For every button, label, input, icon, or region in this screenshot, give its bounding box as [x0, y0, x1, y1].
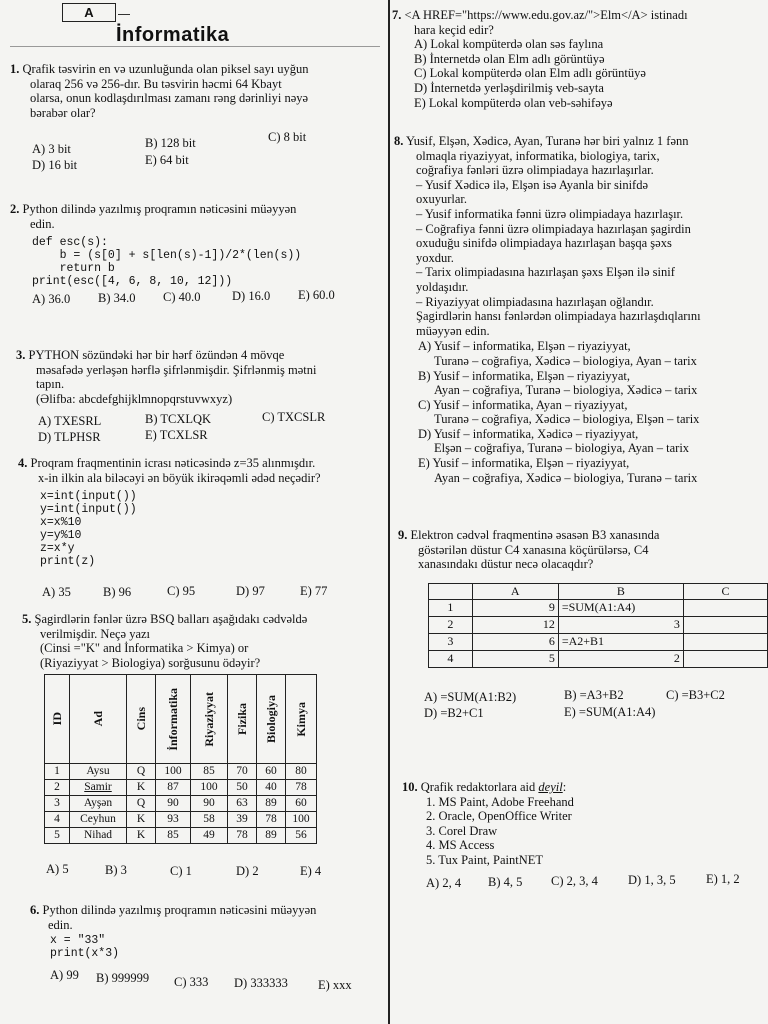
option[interactable]: E) 77	[300, 584, 328, 598]
option[interactable]: A) 35	[42, 585, 71, 599]
question-8	[394, 134, 764, 485]
question-text: :	[562, 780, 567, 794]
table-cell: 60	[257, 764, 286, 780]
table-cell: Q	[127, 796, 156, 812]
question-text: Proqram fraqmentinin icrası nəticəsində z=35 alınmışdır.	[30, 456, 316, 470]
table-cell: K	[127, 812, 156, 828]
code-line: def esc(s):	[32, 236, 108, 249]
question-text: coğrafiya fənləri üzrə olimpiadaya hazırlaşırlar.	[416, 163, 654, 178]
question-text: – Riyaziyyat olimpiadasına hazırlaşan oğlandır.	[416, 294, 654, 309]
code-line: print(esc([4, 6, 8, 10, 12]))	[32, 275, 233, 288]
code-line: print(z)	[40, 555, 96, 568]
question-text: olarsa, onun kodlaşdırılması zamanı rəng dərinliyi nəyə	[30, 91, 309, 106]
grades-table-wrap	[44, 674, 317, 844]
option[interactable]	[394, 456, 764, 485]
table-cell: Samir	[70, 780, 127, 796]
column-header	[191, 675, 228, 764]
table-cell: 5	[472, 650, 558, 667]
option[interactable]: D) TLPHSR	[38, 430, 101, 444]
option[interactable]: B) =A3+B2	[564, 688, 624, 702]
question-9	[398, 528, 764, 572]
grades-table	[44, 674, 317, 844]
option[interactable]: E) Lokal kompüterdə olan veb-səhifəyə	[414, 95, 613, 110]
question-text: Qrafik redaktorlara aid	[420, 780, 539, 794]
table-cell: 6	[472, 633, 558, 650]
table-cell: 1	[45, 764, 70, 780]
table-cell: 3	[45, 796, 70, 812]
option[interactable]: D) 1, 3, 5	[628, 873, 676, 887]
option-line: Elşən – coğrafiya, Turanə – biologiya, Ayan – tarix	[434, 441, 690, 456]
option[interactable]: B) 96	[103, 585, 132, 599]
question-number: 6.	[30, 903, 40, 917]
question-text: xanasındakı düstur necə olacaqdır?	[418, 557, 594, 572]
column-header: C	[683, 584, 767, 600]
question-emphasis: deyil	[538, 780, 563, 794]
option[interactable]: A) =SUM(A1:B2)	[424, 690, 517, 704]
code-line: y=y%10	[40, 529, 82, 542]
column-header-label: Fizika	[234, 703, 249, 735]
question-text: edin.	[48, 917, 73, 932]
column-header-label: Kimya	[293, 701, 308, 737]
table-row	[429, 616, 768, 633]
table-row	[45, 764, 317, 780]
option[interactable]: C) 8 bit	[268, 130, 307, 144]
code-line: x=x%10	[40, 516, 82, 529]
table-cell: Q	[127, 764, 156, 780]
option[interactable]: B) 4, 5	[488, 875, 523, 889]
option[interactable]: C) 40.0	[163, 290, 201, 304]
table-cell: 5	[45, 828, 70, 844]
row-header: 2	[429, 616, 473, 633]
table-cell: 93	[156, 812, 191, 828]
table-header-row	[45, 675, 317, 764]
table-cell: 49	[191, 828, 228, 844]
column-header-label: Ad	[90, 711, 105, 727]
question-text: Python dilində yazılmış proqramın nəticəsini müəyyən	[42, 903, 317, 917]
table-cell: 58	[191, 812, 228, 828]
question-text: olmaqla riyaziyyat, informatika, biologiya, tarix,	[416, 148, 660, 163]
option[interactable]: D) 16 bit	[32, 158, 78, 172]
table-cell: 50	[228, 780, 257, 796]
option[interactable]: A) 3 bit	[32, 142, 71, 156]
table-cell: K	[127, 828, 156, 844]
table-row	[45, 812, 317, 828]
option[interactable]: C) 1	[170, 864, 192, 878]
code-line: b = (s[0] + s[len(s)-1])/2*(len(s))	[32, 249, 302, 262]
question-text: müəyyən edin.	[416, 323, 490, 338]
option[interactable]: B) 999999	[96, 971, 150, 985]
table-row	[429, 599, 768, 616]
table-cell: 56	[286, 828, 317, 844]
question-text: Şagirdlərin hansı fənlərdən olimpiadaya hazırlaşdıqlarını	[416, 309, 701, 324]
option-line: E) Yusif – informatika, Elşən – riyaziyyat,	[418, 456, 630, 471]
column-header-label: ID	[49, 712, 64, 726]
question-text: – Yusif Xədicə ilə, Elşən isə Ayanla bir sinifdə	[416, 177, 649, 192]
question-text: yoxdur.	[416, 250, 454, 265]
table-cell: 87	[156, 780, 191, 796]
question-3	[16, 348, 382, 406]
question-text: (Cinsi ="K" and İnformatika > Kimya) or	[40, 641, 249, 656]
table-cell	[683, 650, 767, 667]
table-cell: Ayşən	[70, 796, 127, 812]
column-header: B	[558, 584, 683, 600]
question-text: yoldaşıdır.	[416, 279, 469, 294]
option[interactable]: C) 2, 3, 4	[551, 874, 598, 888]
column-header-label: İnformatika	[165, 687, 180, 751]
option[interactable]: C) =B3+C2	[666, 688, 725, 702]
question-number: 3.	[16, 348, 26, 362]
question-text: tapın.	[36, 377, 65, 392]
question-7	[392, 8, 764, 110]
table-cell: 39	[228, 812, 257, 828]
table-cell: 100	[286, 812, 317, 828]
option[interactable]: E) 1, 2	[706, 872, 740, 886]
code-block	[32, 236, 301, 288]
question-6	[30, 903, 382, 932]
option[interactable]: A) 2, 4	[426, 876, 462, 890]
column-divider	[388, 0, 390, 1024]
question-number: 7.	[392, 8, 402, 22]
code-block	[40, 490, 137, 568]
question-text: Yusif, Elşən, Xədicə, Ayan, Turanə hər biri yalnız 1 fənn	[406, 134, 689, 148]
list-item: 4. MS Access	[426, 838, 495, 853]
list-item: 2. Oracle, OpenOffice Writer	[426, 809, 572, 824]
option[interactable]: C) TXCSLR	[262, 410, 326, 424]
column-header-label: Cins	[133, 707, 148, 731]
title-underline	[10, 46, 380, 47]
question-number: 10.	[402, 780, 418, 794]
question-text: edin.	[30, 216, 55, 231]
column-header	[45, 675, 70, 764]
code-line: x=int(input())	[40, 490, 137, 503]
option[interactable]: A) 5	[46, 862, 69, 876]
column-header	[286, 675, 317, 764]
option[interactable]: E) TCXLSR	[145, 428, 208, 442]
option-line: Ayan – coğrafiya, Xədicə – biologiya, Turanə – tarix	[434, 470, 698, 485]
question-text: məsafədə yerləşən hərflə şifrlənmişdir. Şifrlənmiş mətni	[36, 362, 317, 377]
option[interactable]	[394, 369, 764, 398]
spreadsheet-wrap	[428, 583, 768, 668]
option[interactable]: E) 60.0	[298, 288, 335, 302]
option[interactable]: A) 36.0	[32, 292, 71, 306]
option[interactable]: D) 2	[236, 864, 259, 878]
question-number: 2.	[10, 202, 20, 216]
option[interactable]: B) 3	[105, 863, 127, 877]
option[interactable]: C) Lokal kompüterdə olan Elm adlı görüntüyə	[414, 66, 646, 81]
table-cell	[683, 616, 767, 633]
question-1	[10, 62, 382, 120]
option-line: Ayan – coğrafiya, Turanə – biologiya, Xədicə – tarix	[434, 383, 698, 398]
table-cell: 78	[286, 780, 317, 796]
option[interactable]	[394, 427, 764, 456]
question-text: Şagirdlərin fənlər üzrə BSQ balları aşağıdakı cədvəldə	[34, 612, 308, 626]
table-cell: 90	[191, 796, 228, 812]
option[interactable]: C) 333	[174, 975, 209, 989]
question-text: – Coğrafiya fənni üzrə olimpiadaya hazırlaşan şagirdin	[416, 221, 691, 236]
table-cell: 100	[156, 764, 191, 780]
spreadsheet-table	[428, 583, 768, 668]
question-number: 8.	[394, 134, 404, 148]
column-header-label: Biologiya	[263, 694, 278, 743]
option[interactable]: D) =B2+C1	[424, 706, 484, 720]
row-header: 3	[429, 633, 473, 650]
option[interactable]: E) 4	[300, 864, 322, 878]
option-line: B) Yusif – informatika, Elşən – riyaziyyat,	[418, 368, 630, 383]
question-text: Python dilində yazılmış proqramın nəticəsini müəyyən	[22, 202, 297, 216]
question-text: – Yusif informatika fənni üzrə olimpiadaya hazırlaşır.	[416, 206, 684, 221]
option[interactable]: D) İnternetdə yerləşdirilmiş veb-sayta	[414, 80, 604, 95]
table-cell: 89	[257, 828, 286, 844]
column-header	[228, 675, 257, 764]
option[interactable]: B) 34.0	[98, 291, 136, 305]
question-text: göstərilən düstur C4 xanasına köçürülərsə, C4	[418, 542, 649, 557]
table-row	[429, 650, 768, 667]
table-cell: 2	[558, 650, 683, 667]
question-5	[22, 612, 382, 670]
question-10	[402, 780, 764, 868]
table-cell: 3	[558, 616, 683, 633]
question-text: PYTHON sözündəki hər bir hərf özündən 4 mövqe	[28, 348, 285, 362]
option[interactable]: E) 64 bit	[145, 153, 189, 167]
option[interactable]	[394, 398, 764, 427]
table-cell: 60	[286, 796, 317, 812]
row-header: 1	[429, 599, 473, 616]
question-text: Elektron cədvəl fraqmentinə əsasən B3 xanasında	[410, 528, 660, 542]
column-header-label: Riyaziyyat	[201, 691, 216, 747]
table-cell: Aysu	[70, 764, 127, 780]
table-cell: 2	[45, 780, 70, 796]
table-row	[45, 828, 317, 844]
question-number: 9.	[398, 528, 408, 542]
column-header	[127, 675, 156, 764]
table-cell: =A2+B1	[558, 633, 683, 650]
option[interactable]: B) TCXLQK	[145, 412, 212, 426]
table-cell: 12	[472, 616, 558, 633]
question-number: 5.	[22, 612, 32, 626]
column-header	[70, 675, 127, 764]
option-line: D) Yusif – informatika, Xədicə – riyaziyyat,	[418, 426, 639, 441]
option[interactable]: D) 16.0	[232, 289, 271, 303]
page-title: İnformatika	[116, 24, 230, 46]
column-header	[257, 675, 286, 764]
code-line: return b	[32, 262, 115, 275]
option-line: A) Yusif – informatika, Elşən – riyaziyyat,	[418, 339, 631, 354]
question-text: oxuduğu sinifdə olimpiadaya hazırlaşan başqa şəxs	[416, 236, 672, 251]
table-cell	[683, 633, 767, 650]
question-text: x-in ilkin ala biləcəyi ən böyük ikirəqəmli ədəd neçədir?	[38, 470, 321, 485]
option[interactable]: A) Lokal kompüterdə olan səs faylına	[414, 37, 604, 52]
table-cell: 70	[228, 764, 257, 780]
option[interactable]: D) 333333	[234, 976, 288, 990]
question-number: 1.	[10, 62, 20, 76]
column-header	[156, 675, 191, 764]
table-cell: Ceyhun	[70, 812, 127, 828]
variant-label: A	[62, 3, 116, 22]
table-row	[45, 780, 317, 796]
column-header: A	[472, 584, 558, 600]
option[interactable]: E) xxx	[318, 978, 352, 992]
table-row	[45, 796, 317, 812]
question-text: Qrafik təsvirin en və uzunluğunda olan piksel sayı uyğun	[22, 62, 309, 76]
question-number: 4.	[18, 456, 28, 470]
option[interactable]: A) 99	[50, 968, 79, 982]
list-item: 1. MS Paint, Adobe Freehand	[426, 794, 574, 809]
list-item: 5. Tux Paint, PaintNET	[426, 852, 544, 867]
code-line: z=x*y	[40, 542, 75, 555]
table-cell: 80	[286, 764, 317, 780]
option-line: Turanə – coğrafiya, Xədicə – biologiya, Ayan – tarix	[434, 353, 697, 368]
table-cell: 90	[156, 796, 191, 812]
option[interactable]: B) İnternetdə olan Elm adlı görüntüyə	[414, 51, 605, 66]
question-text: <A HREF="https://www.edu.gov.az/">Elm</A> istinadı	[404, 8, 688, 22]
question-text: oxuyurlar.	[416, 192, 468, 207]
table-cell: 40	[257, 780, 286, 796]
option[interactable]	[394, 339, 764, 368]
table-cell	[683, 599, 767, 616]
question-text: verilmişdir. Neçə yazı	[40, 626, 151, 641]
header-dash	[118, 14, 130, 15]
table-cell: 85	[156, 828, 191, 844]
table-cell: 78	[257, 812, 286, 828]
option[interactable]: C) 95	[167, 584, 196, 598]
table-cell: 9	[472, 599, 558, 616]
code-line: print(x*3)	[50, 947, 120, 960]
table-cell: 85	[191, 764, 228, 780]
code-line: x = "33"	[50, 934, 106, 947]
question-text: olaraq 256 və 256-dır. Bu təsvirin həcmi 64 Kbayt	[30, 76, 282, 91]
code-block	[50, 934, 119, 960]
question-2	[10, 202, 382, 231]
table-cell: 78	[228, 828, 257, 844]
table-cell: 100	[191, 780, 228, 796]
table-cell: =SUM(A1:A4)	[558, 599, 683, 616]
table-cell: 63	[228, 796, 257, 812]
spreadsheet-header-row	[429, 584, 768, 600]
table-cell: 89	[257, 796, 286, 812]
option[interactable]: A) TXESRL	[38, 414, 102, 428]
code-line: y=int(input())	[40, 503, 137, 516]
table-cell: 4	[45, 812, 70, 828]
option-line: C) Yusif – informatika, Ayan – riyaziyyat,	[418, 397, 628, 412]
option[interactable]: D) 97	[236, 584, 265, 598]
table-row	[429, 633, 768, 650]
question-text: (Əlifba: abcdefghijklmnopqrstuvwxyz)	[36, 391, 233, 406]
option[interactable]: B) 128 bit	[145, 136, 196, 150]
table-cell: K	[127, 780, 156, 796]
question-text: bərabər olar?	[30, 105, 96, 120]
option[interactable]: E) =SUM(A1:A4)	[564, 705, 656, 719]
question-text: – Tarix olimpiadasına hazırlaşan şəxs Elşən ilə sinif	[416, 265, 675, 280]
list-item: 3. Corel Draw	[426, 823, 498, 838]
column-header	[429, 584, 473, 600]
question-text: (Riyaziyyat > Biologiya) sorğusunu ödəyir?	[40, 655, 261, 670]
question-4	[18, 456, 382, 485]
table-cell: Nihad	[70, 828, 127, 844]
question-text: hara keçid edir?	[414, 22, 494, 37]
option-line: Turanə – coğrafiya, Xədicə – biologiya, Elşən – tarix	[434, 412, 700, 427]
row-header: 4	[429, 650, 473, 667]
